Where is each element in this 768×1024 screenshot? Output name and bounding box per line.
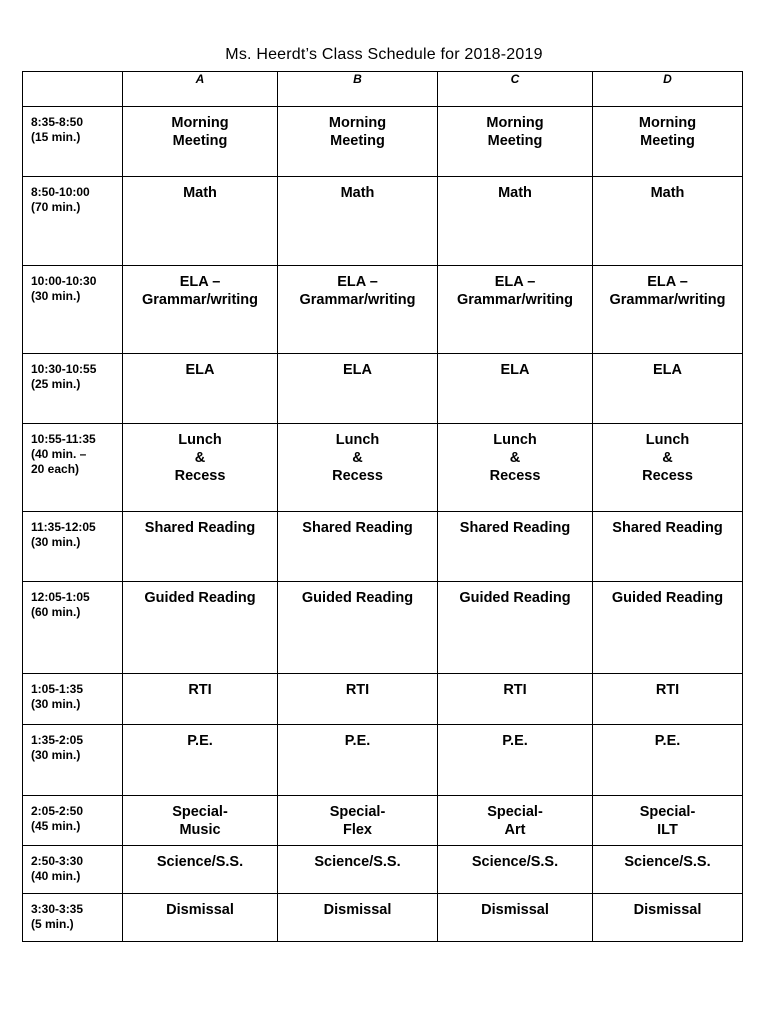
schedule-row: [23, 796, 743, 846]
activity-label: Math: [183, 185, 217, 201]
time-range: 1:05-1:35: [31, 682, 84, 696]
activity-cell-a: [123, 354, 278, 424]
activity-cell-c: [438, 725, 593, 796]
time-range: 2:05-2:50: [31, 804, 84, 818]
time-duration: (40 min. –: [31, 447, 87, 461]
activity-label: Morning: [171, 115, 229, 131]
activity-label: Meeting: [640, 133, 695, 149]
time-duration: (30 min.): [31, 748, 81, 762]
activity-label: ELA: [653, 362, 682, 378]
activity-label: Special-: [329, 804, 386, 820]
activity-label: Meeting: [487, 133, 543, 149]
activity-label: Grammar/writing: [141, 292, 259, 308]
activity-label: Science/S.S.: [471, 854, 559, 870]
activity-label: Morning: [328, 115, 387, 131]
schedule-body: [23, 72, 743, 942]
activity-label: P.E.: [502, 733, 528, 749]
time-cell: [23, 107, 123, 177]
time-cell: [23, 177, 123, 266]
activity-label: Lunch: [178, 432, 222, 448]
activity-cell-b: [278, 266, 438, 354]
activity-label: ELA: [185, 362, 215, 378]
activity-cell-c: [438, 582, 593, 674]
activity-label: Music: [179, 822, 221, 838]
activity-label: RTI: [345, 682, 370, 698]
time-range: 2:50-3:30: [31, 854, 84, 868]
header-cell-day-d: D: [593, 72, 743, 107]
schedule-row: [23, 266, 743, 354]
activity-label: P.E.: [187, 733, 213, 749]
activity-label: RTI: [655, 682, 680, 698]
schedule-row: [23, 674, 743, 725]
activity-cell-d: [593, 107, 743, 177]
activity-cell-a: [123, 512, 278, 582]
activity-label: Math: [498, 185, 532, 201]
activity-cell-a: [123, 582, 278, 674]
activity-cell-c: [438, 354, 593, 424]
activity-cell-c: [438, 177, 593, 266]
schedule-table: [22, 71, 743, 942]
activity-label: Grammar/writing: [456, 292, 574, 308]
activity-cell-a: [123, 424, 278, 512]
header-cell-time: [23, 72, 123, 107]
activity-cell-d: [593, 725, 743, 796]
activity-cell-a: [123, 725, 278, 796]
activity-cell-b: [278, 512, 438, 582]
time-cell: [23, 674, 123, 725]
activity-label: Lunch: [493, 432, 537, 448]
activity-label: Morning: [486, 115, 544, 131]
time-cell: [23, 725, 123, 796]
time-duration: (60 min.): [31, 605, 81, 619]
activity-cell-d: [593, 846, 743, 894]
activity-cell-a: [123, 674, 278, 725]
activity-cell-d: [593, 266, 743, 354]
schedule-row: [23, 846, 743, 894]
activity-cell-b: [278, 894, 438, 942]
time-duration: (70 min.): [31, 200, 81, 214]
activity-cell-b: [278, 725, 438, 796]
activity-label: P.E.: [654, 733, 681, 749]
activity-label: Special-: [639, 804, 696, 820]
activity-label: Recess: [174, 468, 226, 484]
activity-cell-d: [593, 582, 743, 674]
activity-label: Science/S.S.: [156, 854, 244, 870]
activity-cell-b: [278, 674, 438, 725]
activity-cell-c: [438, 512, 593, 582]
activity-cell-c: [438, 424, 593, 512]
activity-label: Math: [340, 185, 375, 201]
activity-label: RTI: [188, 682, 212, 698]
activity-cell-a: [123, 107, 278, 177]
activity-cell-d: [593, 674, 743, 725]
time-duration: (30 min.): [31, 697, 81, 711]
time-duration: (30 min.): [31, 535, 81, 549]
time-duration: (30 min.): [31, 289, 81, 303]
time-range: 12:05-1:05: [31, 590, 90, 604]
activity-label: Guided Reading: [459, 590, 571, 606]
activity-label: ELA –: [494, 274, 536, 290]
activity-cell-c: [438, 796, 593, 846]
activity-label: &: [194, 450, 206, 466]
activity-cell-b: [278, 424, 438, 512]
activity-cell-d: [593, 796, 743, 846]
activity-cell-b: [278, 846, 438, 894]
activity-label: Math: [650, 185, 685, 201]
activity-cell-d: [593, 512, 743, 582]
schedule-row: [23, 582, 743, 674]
activity-cell-d: [593, 177, 743, 266]
activity-cell-b: [278, 582, 438, 674]
time-cell: [23, 424, 123, 512]
activity-label: Dismissal: [323, 902, 392, 918]
time-duration: (5 min.): [31, 917, 74, 931]
activity-label: &: [509, 450, 521, 466]
activity-label: Dismissal: [633, 902, 702, 918]
activity-label: Special-: [487, 804, 543, 820]
activity-cell-c: [438, 266, 593, 354]
time-duration: (40 min.): [31, 869, 81, 883]
activity-label: Science/S.S.: [314, 854, 401, 870]
time-range: 3:30-3:35: [31, 902, 84, 916]
time-range: 8:35-8:50: [31, 115, 84, 129]
activity-label: Meeting: [172, 133, 228, 149]
activity-label: Guided Reading: [301, 590, 414, 606]
activity-cell-c: [438, 107, 593, 177]
time-duration: (45 min.): [31, 819, 81, 833]
activity-label: Dismissal: [166, 902, 234, 918]
time-duration: (15 min.): [31, 130, 81, 144]
activity-label: ILT: [657, 822, 678, 838]
header-cell-day-a: A: [123, 72, 278, 107]
activity-label: Grammar/writing: [609, 292, 726, 308]
activity-label: ELA –: [179, 274, 221, 290]
time-cell: [23, 512, 123, 582]
time-cell: [23, 582, 123, 674]
activity-label: Shared Reading: [144, 520, 256, 536]
activity-label: Flex: [342, 822, 372, 838]
schedule-row: [23, 177, 743, 266]
time-range: 10:30-10:55: [31, 362, 97, 376]
header-cell-day-b: B: [278, 72, 438, 107]
activity-label: Recess: [332, 468, 383, 484]
activity-label: RTI: [503, 682, 527, 698]
activity-cell-a: [123, 796, 278, 846]
activity-cell-a: [123, 177, 278, 266]
activity-cell-c: [438, 894, 593, 942]
schedule-row: [23, 725, 743, 796]
activity-cell-b: [278, 796, 438, 846]
activity-label: ELA –: [337, 274, 378, 290]
activity-label: Lunch: [335, 432, 380, 448]
activity-label: Shared Reading: [459, 520, 571, 536]
activity-label: Guided Reading: [611, 590, 724, 606]
time-cell: [23, 894, 123, 942]
activity-label: Recess: [642, 468, 693, 484]
activity-label: Grammar/writing: [299, 292, 416, 308]
activity-label: &: [352, 450, 363, 466]
time-cell: [23, 354, 123, 424]
activity-label: Shared Reading: [302, 520, 413, 536]
activity-label: Guided Reading: [144, 590, 256, 606]
header-row: [23, 72, 743, 107]
schedule-row: [23, 894, 743, 942]
time-range: 8:50-10:00: [31, 185, 90, 199]
activity-label: Dismissal: [481, 902, 549, 918]
time-cell: [23, 796, 123, 846]
time-range: 10:00-10:30: [31, 274, 97, 288]
time-range: 11:35-12:05: [31, 520, 96, 534]
activity-cell-d: [593, 894, 743, 942]
time-cell: [23, 846, 123, 894]
activity-cell-b: [278, 354, 438, 424]
time-range: 10:55-11:35: [31, 432, 96, 446]
activity-label: Special-: [172, 804, 228, 820]
activity-cell-a: [123, 846, 278, 894]
activity-label: ELA –: [647, 274, 688, 290]
activity-cell-d: [593, 354, 743, 424]
activity-cell-b: [278, 107, 438, 177]
activity-cell-c: [438, 846, 593, 894]
activity-cell-a: [123, 266, 278, 354]
time-cell: [23, 266, 123, 354]
activity-label: Morning: [638, 115, 697, 131]
activity-label: Recess: [489, 468, 541, 484]
activity-cell-c: [438, 674, 593, 725]
schedule-row: [23, 512, 743, 582]
header-cell-day-c: C: [438, 72, 593, 107]
activity-cell-d: [593, 424, 743, 512]
time-range: 1:35-2:05: [31, 733, 84, 747]
schedule-row: [23, 354, 743, 424]
activity-label: P.E.: [344, 733, 371, 749]
activity-label: &: [662, 450, 673, 466]
time-duration: (25 min.): [31, 377, 81, 391]
time-duration: 20 each): [31, 462, 80, 476]
activity-label: Meeting: [330, 133, 385, 149]
activity-label: Shared Reading: [612, 520, 723, 536]
page-title: Ms. Heerdt’s Class Schedule for 2018-2019: [225, 46, 543, 63]
activity-cell-b: [278, 177, 438, 266]
activity-cell-a: [123, 894, 278, 942]
schedule-row: [23, 424, 743, 512]
activity-label: ELA: [343, 362, 372, 378]
activity-label: Science/S.S.: [624, 854, 711, 870]
activity-label: Lunch: [645, 432, 690, 448]
activity-label: Art: [504, 822, 526, 838]
schedule-row: [23, 107, 743, 177]
activity-label: ELA: [500, 362, 530, 378]
